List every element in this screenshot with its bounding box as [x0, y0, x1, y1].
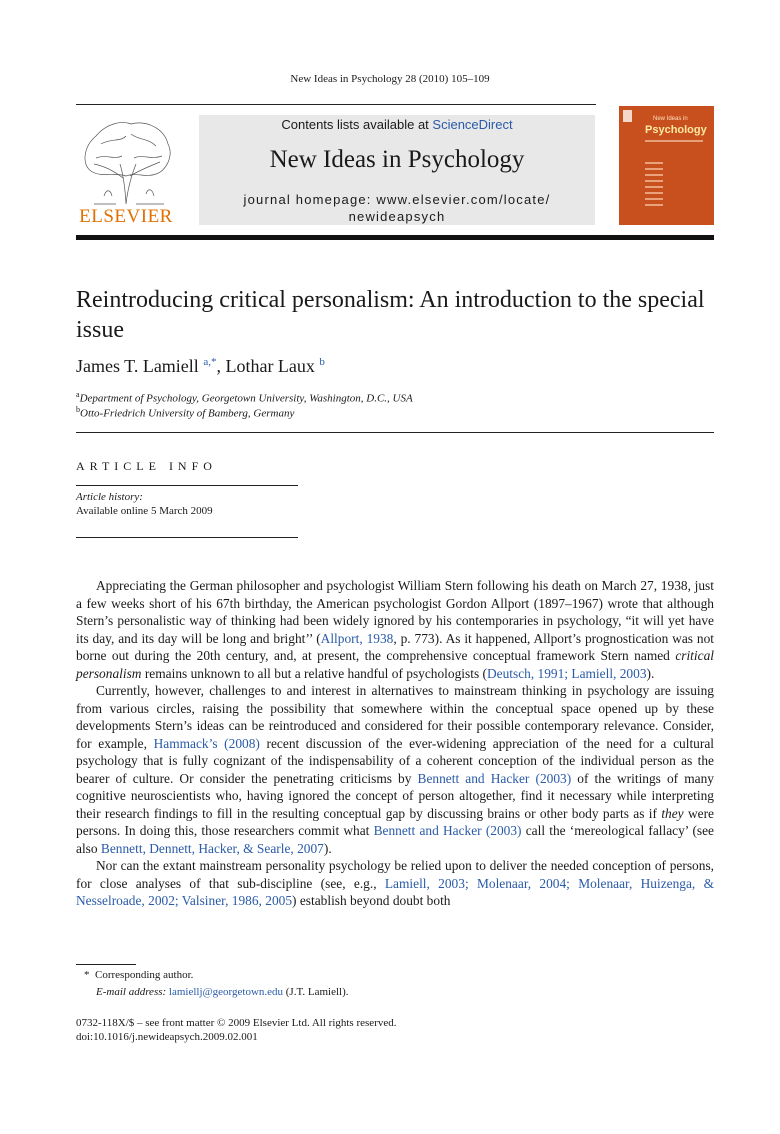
homepage-line-1: journal homepage: www.elsevier.com/locate/	[243, 192, 551, 207]
author-1: James T. Lamiell	[76, 356, 199, 376]
affiliation-b-text: Otto-Friedrich University of Bamberg, Germany	[80, 407, 295, 420]
text-run: , p. 773). As it happened, Allport’s prognostication was not borne out during the 20th century, and, at present, the comprehensive conceptual framework Stern named	[76, 630, 714, 663]
section-rule	[76, 432, 714, 433]
text-run: recent discussion of the ever-widening appreciation of the need for a cultural psychology that is fully cognizant of the indispensability of a coherent conception of the individual person as the bearer of culture. Or consider the penetrating criticisms by	[76, 735, 714, 786]
author-2: Lothar Laux	[225, 356, 315, 376]
affiliation-a	[76, 390, 413, 405]
body-text	[76, 577, 714, 910]
paragraph-3	[76, 857, 714, 910]
elsevier-wordmark: ELSEVIER	[79, 206, 173, 227]
affiliation-a-mark: a	[76, 390, 80, 399]
text-run: Currently, however, challenges to and interest in alternatives to mainstream thinking in psychology are issuing from various circles, raising the possibility that somewhere within the conceptual space opened up by these developments Stern’s ideas can be reintroduced and considered for their possible contemporary relevance. Consider, for example,	[76, 683, 714, 751]
citation-link[interactable]: Hammack’s (2008)	[153, 735, 260, 751]
text-run: remains unknown to all but a relative handful of psychologists (	[141, 665, 487, 681]
affiliation-b	[76, 405, 294, 420]
footnote-corresponding	[84, 969, 193, 981]
contents-prefix: Contents lists available at	[281, 117, 433, 132]
article-info-heading: ARTICLE INFO	[76, 459, 217, 473]
issn-line: 0732-118X/$ – see front matter © 2009 Elsevier Ltd. All rights reserved.	[76, 1017, 397, 1029]
text-run: of the writings of many cognitive neuroscientists who, having ignored the concept of person altogether, find it necessary while interpreting their research findings to fill in the resulting conceptual gap by discussing brains or other body parts as if	[76, 770, 714, 821]
cover-contents-lines	[645, 162, 663, 210]
journal-name: New Ideas in Psychology	[269, 146, 525, 173]
doi-line: doi:10.1016/j.newideapsych.2009.02.001	[76, 1031, 258, 1043]
text-run: ).	[323, 840, 332, 856]
citation-link[interactable]: Bennett, Dennett, Hacker, & Searle, 2007	[100, 840, 324, 856]
text-run: ) establish beyond doubt both	[292, 893, 451, 908]
cover-big-title: Psychology	[645, 124, 707, 136]
article-info-rule-bottom	[76, 537, 298, 538]
cover-divider	[645, 140, 703, 142]
email-suffix: (J.T. Lamiell).	[283, 986, 349, 998]
authors-line: James T. Lamiell $^{a,*}$, Lothar Laux $^b$	[76, 356, 325, 376]
journal-citation: New Ideas in Psychology 28 (2010) 105–109	[290, 73, 490, 85]
footnote-corresponding-text: Corresponding author.	[95, 969, 194, 981]
text-run: were persons. In doing this, those researchers commit what	[76, 805, 714, 838]
article-history-value: Available online 5 March 2009	[76, 505, 213, 517]
cover-badge	[623, 110, 632, 122]
footnote-rule	[76, 964, 136, 965]
corresponding-author-mark[interactable]: *	[210, 356, 217, 368]
paragraph-2	[76, 682, 714, 857]
text-run: ).	[646, 665, 655, 681]
text-run: Appreciating the German philosopher and psychologist William Stern following his death on March 27, 1938, just a few weeks short of his 67th birthday, the American psychologist Gordon Allport (1897–1967) wrote that although Stern’s personalistic way of thinking had been widely ignored by his contemporaries in psychology, “it will yet have its day, and its day will be long and bright’’ (	[76, 578, 714, 646]
journal-homepage[interactable]	[212, 191, 582, 225]
author-1-affiliation-mark[interactable]: a,	[203, 356, 211, 368]
email-label: E-mail address:	[96, 986, 167, 998]
text-run: Nor can the extant mainstream personality psychology be relied upon to deliver the needed conception of persons, for close analyses of that sub-discipline (see, e.g.,	[76, 858, 714, 891]
article-title: Reintroducing critical personalism: An introduction to the special issue	[76, 287, 705, 343]
footnote-star: *	[84, 969, 90, 981]
citation-link[interactable]: Deutsch, 1991; Lamiell, 2003	[486, 665, 647, 681]
citation-link[interactable]: Lamiell, 2003; Molenaar, 2004; Molenaar, Huizenga, & Nesselroade, 2002; Valsiner, 1986, 2005	[76, 875, 714, 908]
article-info-rule-top	[76, 485, 298, 486]
citation-link[interactable]: Bennett and Hacker (2003)	[373, 823, 522, 838]
citation-link[interactable]: Allport, 1938	[320, 630, 394, 646]
homepage-line-2: newideapsych	[348, 209, 446, 224]
email-link[interactable]: lamiellj@georgetown.edu	[168, 986, 284, 998]
cover-small-title: New Ideas in	[653, 116, 688, 122]
footnote-email	[96, 986, 348, 998]
paragraph-1	[76, 577, 714, 682]
article-history-label: Article history:	[76, 491, 143, 503]
header-thick-rule	[76, 235, 714, 240]
journal-cover	[619, 106, 714, 225]
affiliation-b-mark: b	[76, 405, 80, 414]
text-run: call the ‘mereological fallacy’ (see also	[76, 823, 714, 856]
contents-available-line	[199, 117, 595, 132]
citation-link[interactable]: Bennett and Hacker (2003)	[417, 770, 572, 786]
emphasis: critical personalism	[76, 648, 714, 681]
header-rule	[76, 104, 596, 105]
emphasis: they	[661, 805, 684, 821]
affiliation-a-text: Department of Psychology, Georgetown University, Washington, D.C., USA	[79, 392, 413, 405]
sciencedirect-link[interactable]: ScienceDirect	[432, 117, 513, 132]
author-2-affiliation-mark[interactable]: b	[319, 356, 325, 368]
